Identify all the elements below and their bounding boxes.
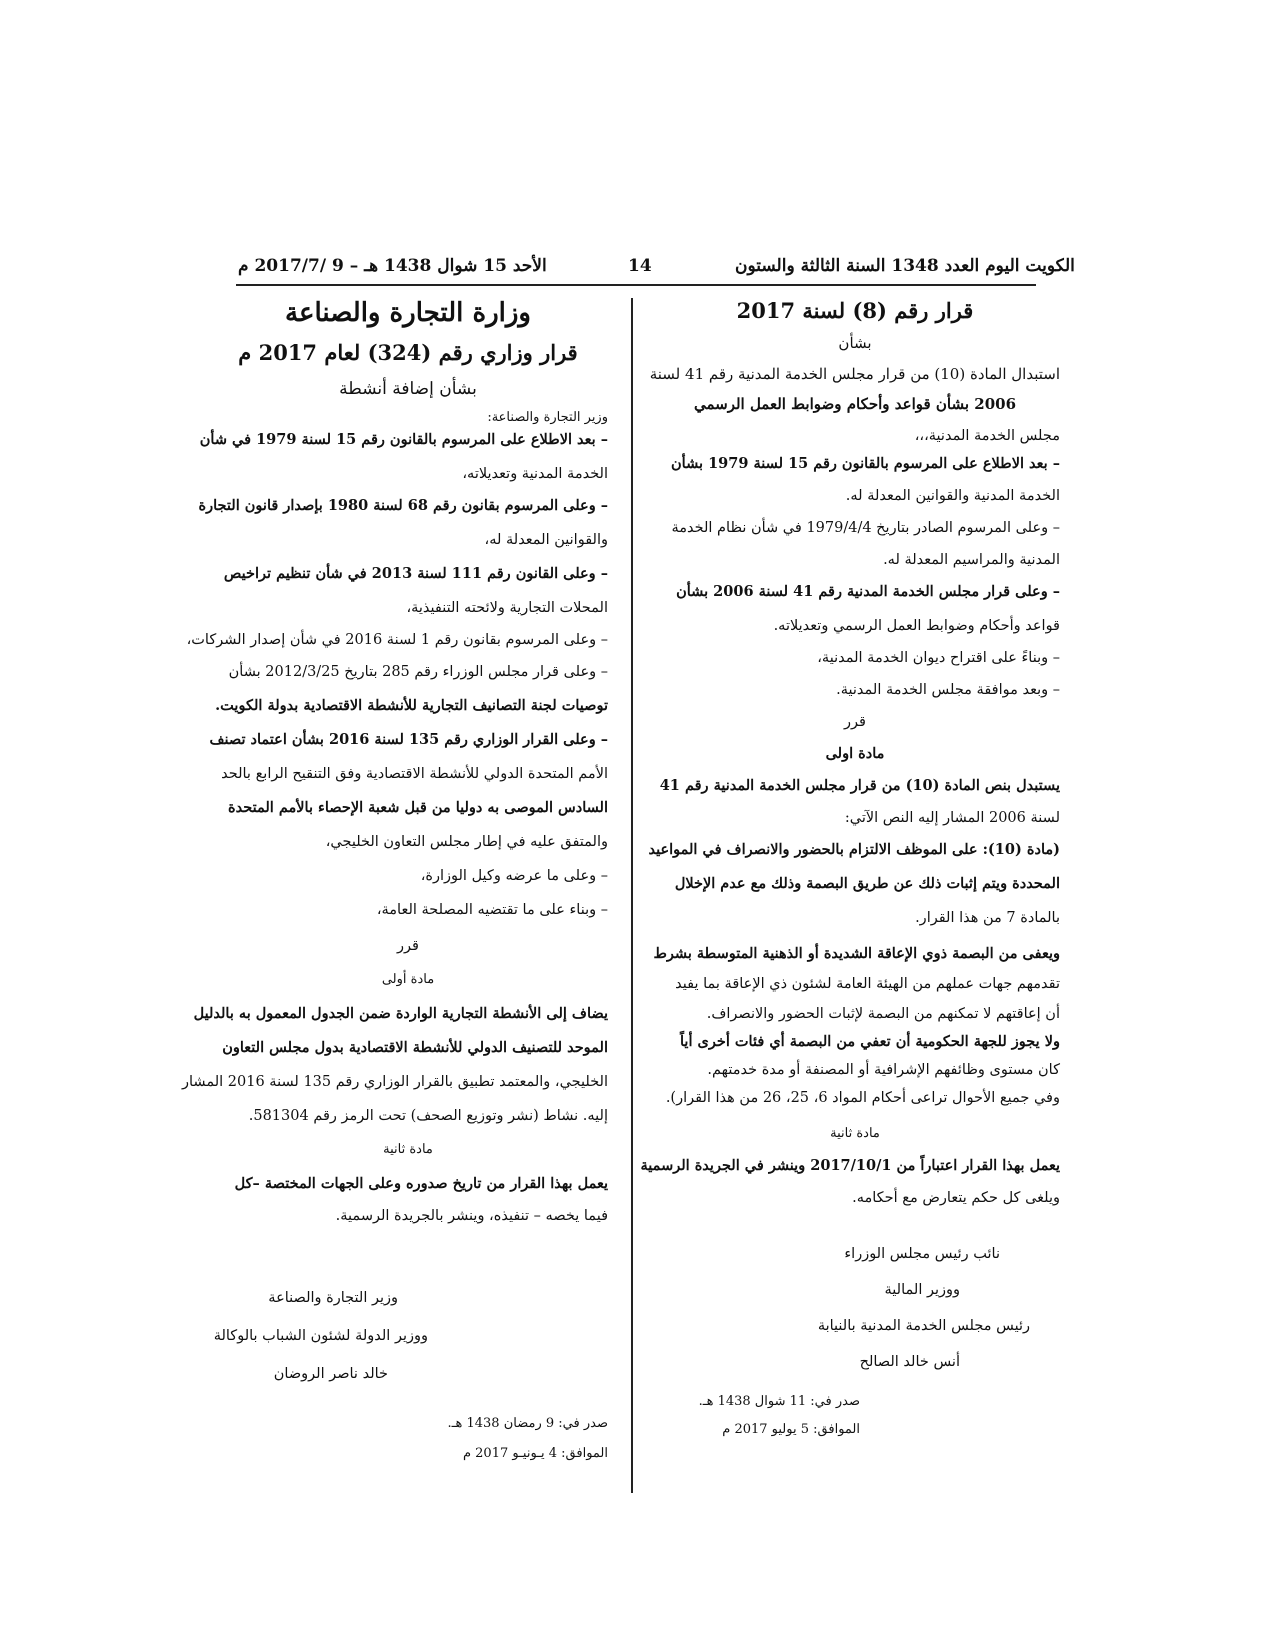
- text-line: – وبعد موافقة مجلس الخدمة المدنية.: [836, 682, 1060, 698]
- text-line: يضاف إلى الأنشطة التجارية الواردة ضمن الجدول المعمول به بالدليل: [193, 1005, 608, 1022]
- issued-date-gregorian: الموافق: 4 يـونيـو 2017 م: [462, 1446, 608, 1461]
- text-line: يستبدل بنص المادة (10) من قرار مجلس الخدمة المدنية رقم 41: [659, 777, 1060, 794]
- decision-subtitle: بشأن: [838, 334, 872, 352]
- text-line: وفي جميع الأحوال تراعى أحكام المواد 6، 25، 26 من هذا القرار).: [665, 1090, 1060, 1106]
- text-line: يعمل بهذا القرار اعتباراً من 2017/10/1 وينشر في الجريدة الرسمية: [640, 1157, 1060, 1174]
- text-line: – وعلى القرار الوزاري رقم 135 لسنة 2016 بشأن اعتماد تصنف: [209, 731, 608, 748]
- header-date: الأحد 15 شوال 1438 هـ – 9 /2017/7 م: [238, 256, 547, 276]
- text-line: الموحد للتصنيف الدولي للأنشطة الاقتصادية بدول مجلس التعاون: [222, 1039, 608, 1056]
- decided-label: قرر: [844, 714, 866, 730]
- text-line: – وعلى المرسوم بقانون رقم 1 لسنة 2016 في شأن إصدار الشركات،: [186, 632, 608, 648]
- text-line: ولا يجوز للجهة الحكومية أن تعفي من البصمة أي فئات أخرى أياً: [679, 1033, 1060, 1050]
- text-line: – وعلى ما عرضه وكيل الوزارة،: [420, 868, 608, 884]
- article-title: مادة ثانية: [830, 1126, 880, 1141]
- text-line: المدنية والمراسيم المعدلة له.: [883, 552, 1060, 568]
- text-line: الأمم المتحدة الدولي للأنشطة الاقتصادية وفق التنقيح الرابع بالحد: [221, 766, 608, 782]
- decision-title: قرار رقم (8) لسنة 2017: [736, 298, 974, 323]
- text-line: توصيات لجنة التصانيف التجارية للأنشطة الاقتصادية بدولة الكويت.: [215, 697, 608, 714]
- text-line: السادس الموصى به دوليا من قبل شعبة الإحصاء بالأمم المتحدة: [228, 799, 608, 816]
- decided-label: قرر: [397, 938, 419, 954]
- text-line: استبدال المادة (10) من قرار مجلس الخدمة المدنية رقم 41 لسنة: [649, 365, 1060, 383]
- text-line: – وعلى القانون رقم 111 لسنة 2013 في شأن تنظيم تراخيص: [223, 565, 608, 582]
- text-line: فيما يخصه – تنفيذه، وينشر بالجريدة الرسمية.: [335, 1208, 608, 1224]
- signature-line: ووزير المالية: [884, 1282, 960, 1298]
- text-line: 2006 بشأن قواعد وأحكام وضوابط العمل الرسمي: [693, 395, 1017, 413]
- text-line: الخليجي، والمعتمد تطبيق بالقرار الوزاري رقم 135 لسنة 2016 المشار: [182, 1074, 608, 1090]
- decision-title: قرار وزاري رقم (324) لعام 2017 م: [238, 340, 578, 365]
- text-line: يعمل بهذا القرار من تاريخ صدوره وعلى الجهات المختصة –كل: [234, 1175, 608, 1192]
- text-line: الخدمة المدنية وتعديلاته،: [462, 466, 608, 482]
- text-line: مجلس الخدمة المدنية،،،: [914, 428, 1060, 444]
- column-divider: [631, 298, 633, 1493]
- signer-name: أنس خالد الصالح: [859, 1354, 960, 1370]
- text-line: لسنة 2006 المشار إليه النص الآتي:: [844, 810, 1060, 826]
- signer-name: خالد ناصر الروضان: [273, 1366, 388, 1382]
- signature-line: رئيس مجلس الخدمة المدنية بالنيابة: [817, 1318, 1030, 1334]
- article-title: مادة ثانية: [383, 1142, 433, 1157]
- text-line: – وعلى قرار مجلس الخدمة المدنية رقم 41 لسنة 2006 بشأن: [676, 583, 1060, 600]
- text-line: والمتفق عليه في إطار مجلس التعاون الخليجي،: [325, 834, 608, 850]
- header-page-number: 14: [628, 256, 652, 276]
- text-line: المحددة ويتم إثبات ذلك عن طريق البصمة وذلك مع عدم الإخلال: [674, 875, 1060, 892]
- text-line: – بعد الاطلاع على المرسوم بالقانون رقم 15 لسنة 1979 في شأن: [199, 431, 608, 448]
- article-title: مادة أولى: [381, 972, 435, 987]
- text-line: – وبناءً على اقتراح ديوان الخدمة المدنية،: [817, 650, 1060, 666]
- signature-line: نائب رئيس مجلس الوزراء: [844, 1246, 1000, 1262]
- decision-subtitle: بشأن إضافة أنشطة: [339, 379, 477, 399]
- text-line: – وعلى قرار مجلس الوزراء رقم 285 بتاريخ 2012/3/25 بشأن: [228, 664, 608, 680]
- text-line: والقوانين المعدلة له،: [484, 532, 608, 548]
- text-line: – وعلى المرسوم الصادر بتاريخ 1979/4/4 في شأن نظام الخدمة: [671, 520, 1060, 536]
- ministry-name: وزارة التجارة والصناعة: [285, 298, 531, 328]
- issued-date: صدر في: 11 شوال 1438 هـ.: [698, 1394, 860, 1409]
- left-column: [182, 297, 608, 1475]
- text-line: كان مستوى وظائفهم الإشرافية أو المصنفة أو مدة خدمتهم.: [707, 1062, 1060, 1078]
- text-line: – بعد الاطلاع على المرسوم بالقانون رقم 15 لسنة 1979 بشأن: [671, 455, 1060, 472]
- text-line: – وبناء على ما تقتضيه المصلحة العامة،: [376, 902, 608, 918]
- article-title: مادة اولى: [825, 745, 885, 762]
- text-line: وزير التجارة والصناعة:: [487, 410, 608, 425]
- text-line: (مادة (10): على الموظف الالتزام بالحضور والانصراف في المواعيد: [648, 841, 1060, 858]
- header-rule: [236, 284, 1036, 286]
- text-line: ويلغى كل حكم يتعارض مع أحكامه.: [852, 1190, 1060, 1206]
- text-line: بالمادة 7 من هذا القرار.: [915, 910, 1060, 926]
- text-line: قواعد وأحكام وضوابط العمل الرسمي وتعديلاته.: [773, 618, 1060, 634]
- right-column: [640, 297, 1060, 1449]
- issued-date: صدر في: 9 رمضان 1438 هـ.: [447, 1416, 608, 1431]
- issued-date-gregorian: الموافق: 5 يوليو 2017 م: [722, 1422, 860, 1437]
- text-line: ويعفى من البصمة ذوي الإعاقة الشديدة أو الذهنية المتوسطة بشرط: [653, 945, 1060, 962]
- text-line: تقدمهم جهات عملهم من الهيئة العامة لشئون ذي الإعاقة بما يفيد: [675, 976, 1060, 992]
- text-line: – وعلى المرسوم بقانون رقم 68 لسنة 1980 بإصدار قانون التجارة: [198, 497, 608, 514]
- text-line: المحلات التجارية ولائحته التنفيذية،: [406, 600, 608, 616]
- signature-line: وزير التجارة والصناعة: [268, 1290, 398, 1306]
- text-line: الخدمة المدنية والقوانين المعدلة له.: [845, 488, 1060, 504]
- text-line: أن إعاقتهم لا تمكنهم من البصمة لإثبات الحضور والانصراف.: [706, 1006, 1060, 1022]
- header-issue-info: الكويت اليوم العدد 1348 السنة الثالثة والستون: [735, 256, 1075, 276]
- text-line: إليه. نشاط (نشر وتوزيع الصحف) تحت الرمز رقم 581304.: [248, 1108, 608, 1124]
- signature-line: ووزير الدولة لشئون الشباب بالوكالة: [213, 1328, 428, 1344]
